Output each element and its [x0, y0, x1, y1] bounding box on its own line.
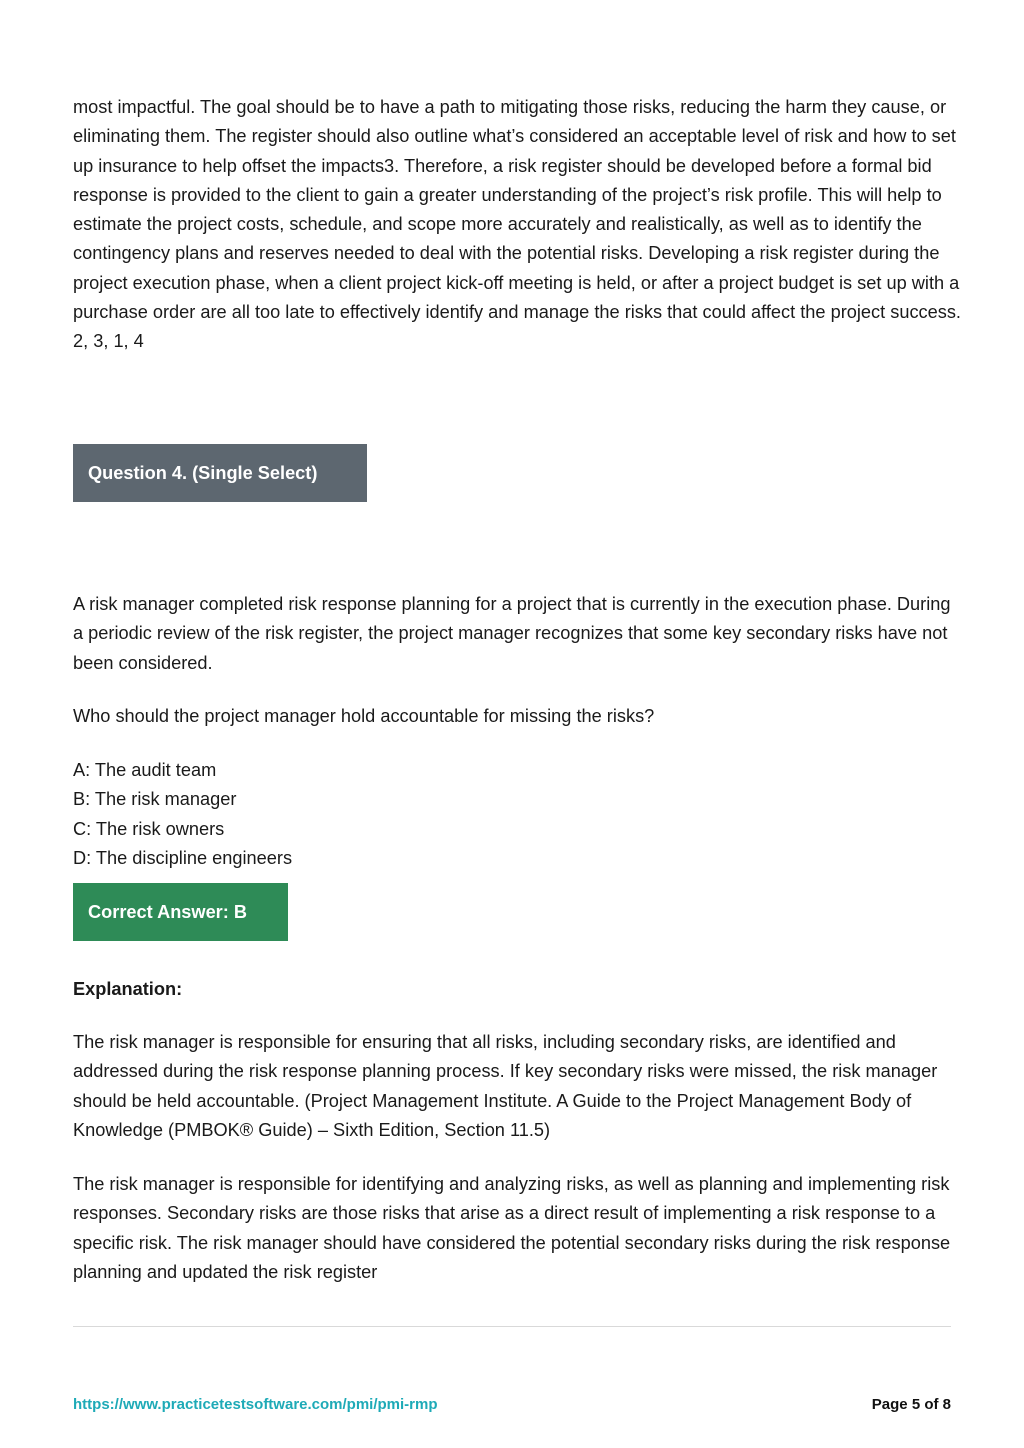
- footer-url-link[interactable]: https://www.practicetestsoftware.com/pmi/pmi-rmp: [73, 1396, 438, 1413]
- option-d: D: The discipline engineers: [73, 847, 293, 868]
- correct-answer-badge: Correct Answer: B: [73, 883, 288, 941]
- option-a: A: The audit team: [73, 760, 217, 780]
- answer-options: [73, 756, 963, 873]
- footer-divider: [73, 1326, 951, 1327]
- intro-paragraph: most impactful. The goal should be to have a path to mitigating those risks, reducing the harm they cause, or eliminating them. The register should also outline what’s considered an acceptable level of risk and how to set up insurance to help offset the impacts3. Therefore, a risk register should be developed before a formal bid response is provided to the client to gain a greater understanding of the project’s risk profile. This will help to estimate the project costs, schedule, and scope more accurately and realistically, as well as to identify the contingency plans and reserves needed to deal with the potential risks. Developing a risk register during the project execution phase, when a client project kick-off meeting is held, or after a project budget is set up with a purchase order are all too late to effectively identify and manage the risks that could affect the project success. 2, 3, 1, 4: [73, 97, 961, 352]
- option-b: B: The risk manager: [73, 789, 237, 810]
- explanation-paragraph-2: The risk manager is responsible for identifying and analyzing risks, as well as planning and implementing risk responses. Secondary risks are those risks that arise as a direct result of implementing a risk response to a specific risk. The risk manager should have considered the potential secondary risks during the risk response planning and updated the risk register: [73, 1174, 951, 1282]
- question-scenario: A risk manager completed risk response planning for a project that is currently in the execution phase. During a periodic review of the risk register, the project manager recognizes that some key secondary risks have not been considered.: [73, 594, 951, 673]
- explanation-title: Explanation:: [73, 979, 183, 999]
- option-c: C: The risk owners: [73, 818, 225, 839]
- question-badge: Question 4. (Single Select): [73, 444, 367, 502]
- explanation-paragraph-1: The risk manager is responsible for ensuring that all risks, including secondary risks, are identified and addressed during the risk response planning process. If key secondary risks were missed, the risk manager should be held accountable. (Project Management Institute. A Guide to the Project Management Body of Knowledge (PMBOK® Guide) – Sixth Edition, Section 11.5): [73, 1032, 938, 1140]
- question-prompt: Who should the project manager hold accountable for missing the risks?: [73, 706, 655, 726]
- page-number: Page 5 of 8: [871, 1396, 951, 1413]
